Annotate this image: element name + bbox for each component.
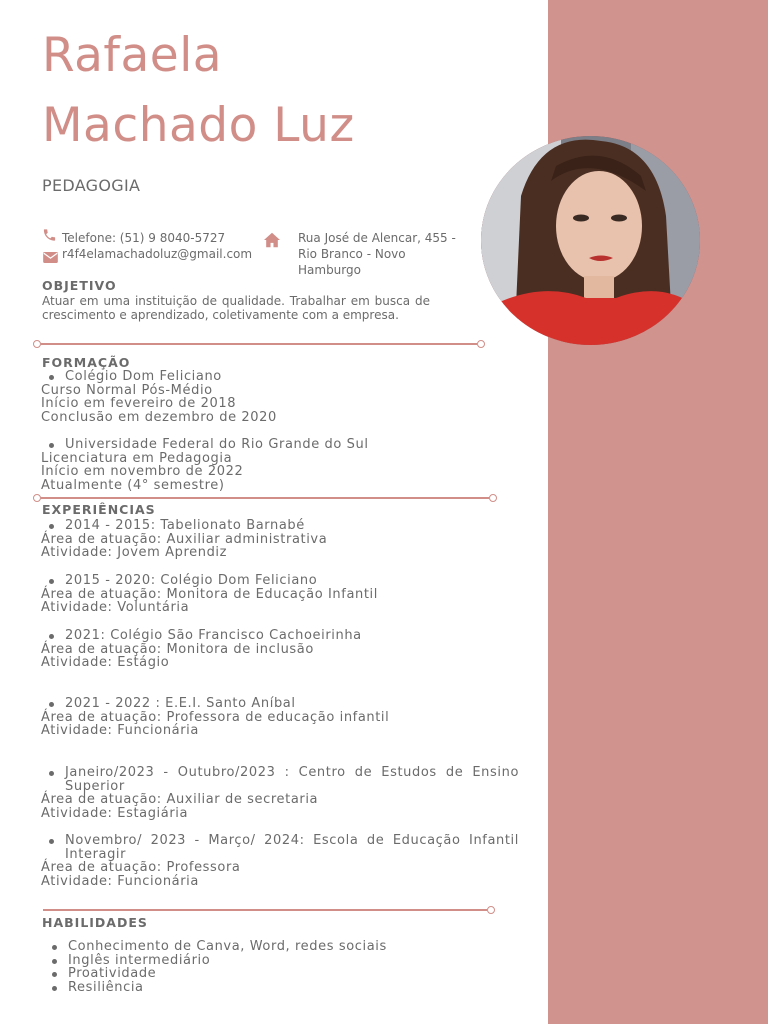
education-item <box>41 370 519 425</box>
skills-title: HABILIDADES <box>42 915 148 930</box>
education-title: FORMAÇÃO <box>42 355 131 370</box>
experience-area: Área de atuação: Auxiliar administrativa <box>41 531 328 547</box>
experience-head: 2014 - 2015: Tabelionato Barnabé <box>41 519 519 533</box>
experience-area: Área de atuação: Professora <box>41 860 241 876</box>
address-line-3: Hamburgo <box>298 263 361 277</box>
home-icon <box>263 232 281 252</box>
skill-item: Inglês intermediário <box>50 954 387 968</box>
experience-activity: Atividade: Funcionária <box>41 723 199 739</box>
divider-dot <box>487 906 495 914</box>
education-school: Universidade Federal do Rio Grande do Sul <box>41 438 519 452</box>
skill-item: Conhecimento de Canva, Word, redes sociais <box>50 940 387 954</box>
divider-dot <box>33 340 41 348</box>
objective-text: Atuar em uma instituição de qualidade. Trabalhar em busca de crescimento e aprendizado, coletivamente com a empresa. <box>42 294 430 322</box>
education-school: Colégio Dom Feliciano <box>41 370 519 384</box>
experience-item <box>41 834 519 889</box>
experience-title: EXPERIÊNCIAS <box>42 502 156 517</box>
education-start: Início em novembro de 2022 <box>41 464 244 480</box>
section-divider <box>43 909 487 911</box>
name-second-line: Machado Luz <box>42 98 355 153</box>
phone-number: Telefone: (51) 9 8040-5727 <box>62 231 226 245</box>
experience-area: Área de atuação: Professora de educação infantil <box>41 709 390 725</box>
education-course: Curso Normal Pós-Médio <box>41 382 213 398</box>
experience-area: Área de atuação: Auxiliar de secretaria <box>41 792 319 808</box>
profession-subtitle: PEDAGOGIA <box>42 176 141 195</box>
education-course: Licenciatura em Pedagogia <box>41 450 233 466</box>
education-end: Conclusão em dezembro de 2020 <box>41 410 277 426</box>
section-divider <box>41 497 489 499</box>
experience-head: 2021 - 2022 : E.E.I. Santo Aníbal <box>41 697 519 711</box>
experience-item <box>41 519 519 560</box>
divider-dot <box>489 494 497 502</box>
experience-area: Área de atuação: Monitora de Educação Infantil <box>41 586 378 602</box>
skill-item: Resiliência <box>50 981 387 995</box>
experience-head: Janeiro/2023 - Outubro/2023 : Centro de Estudos de Ensino Superior <box>41 766 519 793</box>
education-item <box>41 438 519 493</box>
address <box>298 230 456 278</box>
section-divider <box>41 343 477 345</box>
experience-head: 2015 - 2020: Colégio Dom Feliciano <box>41 574 519 588</box>
objective-title: OBJETIVO <box>42 278 117 293</box>
education-start: Início em fevereiro de 2018 <box>41 396 237 412</box>
divider-dot <box>33 494 41 502</box>
skill-item: Proatividade <box>50 967 387 981</box>
divider-dot <box>477 340 485 348</box>
experience-head: Novembro/ 2023 - Março/ 2024: Escola de Educação Infantil Interagir <box>41 834 519 861</box>
experience-area: Área de atuação: Monitora de inclusão <box>41 641 314 657</box>
address-line-1: Rua José de Alencar, 455 - <box>298 231 456 245</box>
experience-item <box>41 697 519 738</box>
experience-activity: Atividade: Estágio <box>41 655 170 671</box>
email-address[interactable]: r4f4elamachadoluz@gmail.com <box>62 247 253 261</box>
experience-activity: Atividade: Voluntária <box>41 600 190 616</box>
address-line-2: Rio Branco - Novo <box>298 247 406 261</box>
experience-item <box>41 574 519 615</box>
phone-icon <box>42 227 57 247</box>
experience-activity: Atividade: Jovem Aprendiz <box>41 545 228 561</box>
envelope-icon <box>43 248 58 267</box>
experience-item <box>41 766 519 821</box>
experience-activity: Atividade: Estagiária <box>41 806 189 822</box>
education-end: Atualmente (4° semestre) <box>41 478 225 494</box>
name-first-line: Rafaela <box>42 28 223 83</box>
experience-item <box>41 629 519 670</box>
skills-list <box>50 940 387 995</box>
experience-activity: Atividade: Funcionária <box>41 874 199 890</box>
profile-photo <box>481 136 700 345</box>
experience-head: 2021: Colégio São Francisco Cachoeirinha <box>41 629 519 643</box>
